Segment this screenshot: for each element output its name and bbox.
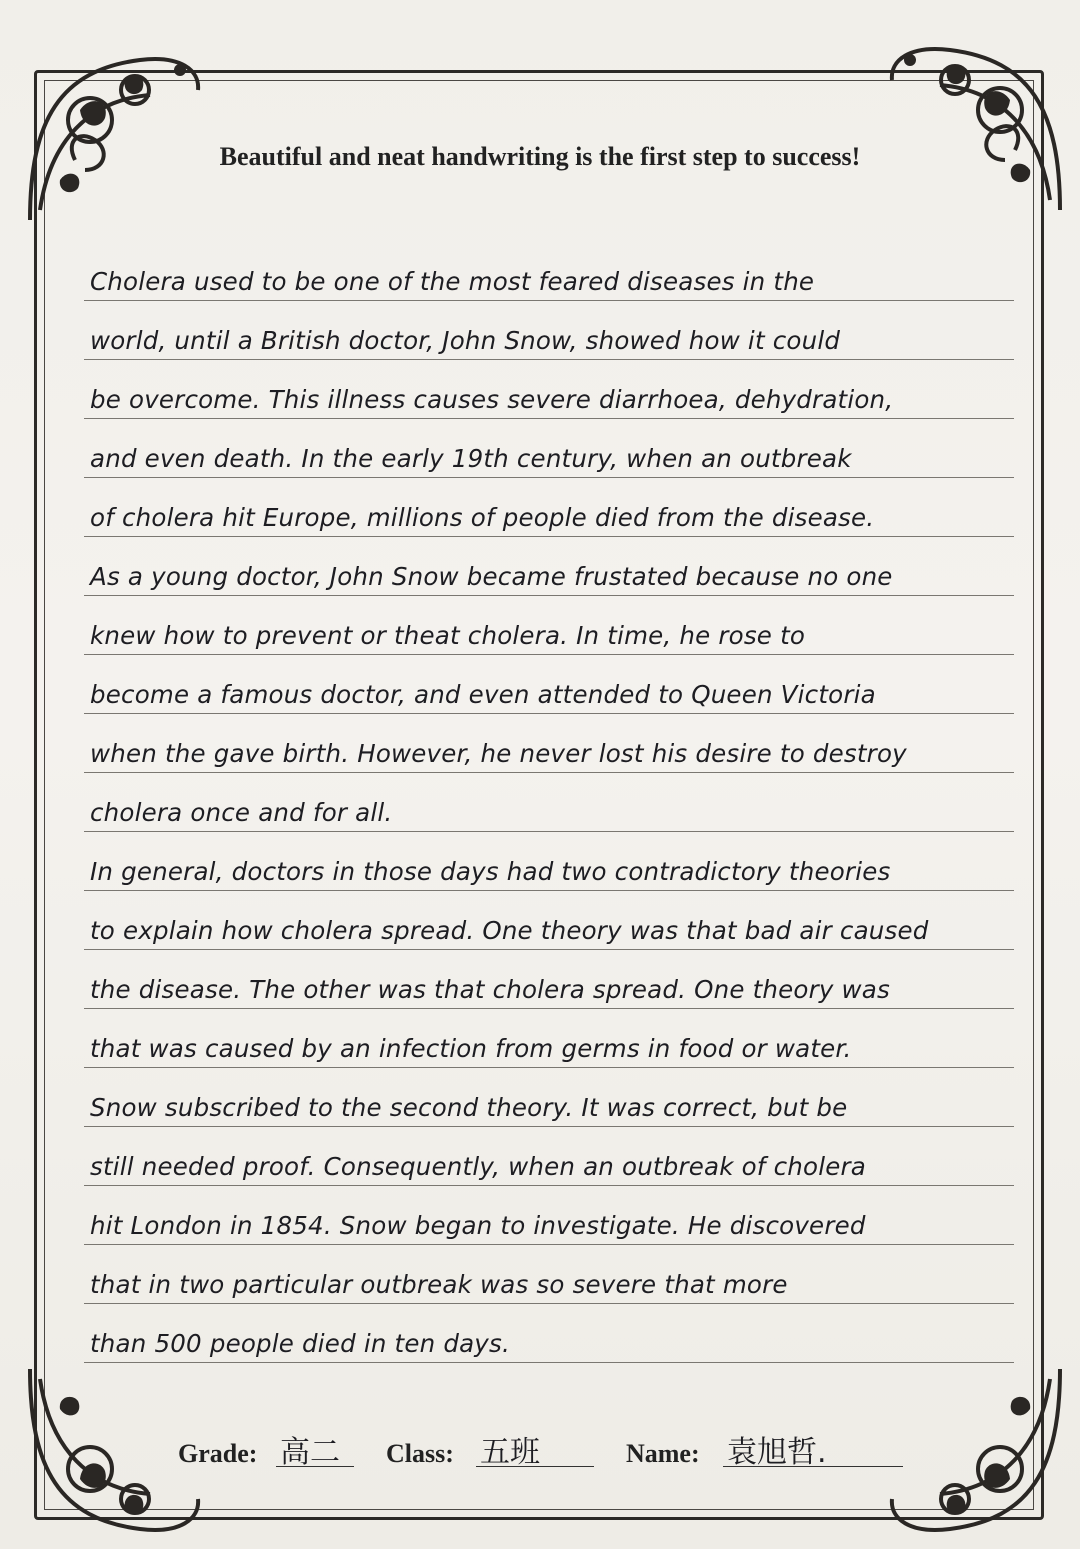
- name-value: 袁旭哲.: [723, 1427, 903, 1467]
- page-motto: Beautiful and neat handwriting is the first step to success!: [219, 142, 861, 171]
- student-info-footer: [178, 1415, 938, 1475]
- grade-value: 高二: [276, 1427, 354, 1467]
- ornament-corner-top-right: [880, 30, 1070, 220]
- name-label: Name:: [626, 1439, 700, 1468]
- text-line: and even death. In the early 19th century, when an outbreak: [84, 419, 1014, 478]
- grade-label: Grade:: [178, 1439, 258, 1468]
- text-line: Snow subscribed to the second theory. It was correct, but be: [84, 1068, 1014, 1127]
- handwritten-passage: [84, 242, 1014, 1363]
- text-line: Cholera used to be one of the most feared diseases in the: [84, 242, 1014, 301]
- text-line: still needed proof. Consequently, when an outbreak of cholera: [84, 1127, 1014, 1186]
- text-line: be overcome. This illness causes severe diarrhoea, dehydration,: [84, 360, 1014, 419]
- class-label: Class:: [386, 1439, 454, 1468]
- text-line: than 500 people died in ten days.: [84, 1304, 1014, 1363]
- text-line: when the gave birth. However, he never lost his desire to destroy: [84, 714, 1014, 773]
- ornament-corner-top-left: [20, 40, 210, 230]
- text-line: world, until a British doctor, John Snow, showed how it could: [84, 301, 1014, 360]
- text-line: that was caused by an infection from germs in food or water.: [84, 1009, 1014, 1068]
- text-line: the disease. The other was that cholera spread. One theory was: [84, 950, 1014, 1009]
- class-value: 五班: [476, 1427, 594, 1467]
- text-line: In general, doctors in those days had two contradictory theories: [84, 832, 1014, 891]
- text-line: that in two particular outbreak was so severe that more: [84, 1245, 1014, 1304]
- text-line: cholera once and for all.: [84, 773, 1014, 832]
- text-line: knew how to prevent or theat cholera. In time, he rose to: [84, 596, 1014, 655]
- text-line: become a famous doctor, and even attended to Queen Victoria: [84, 655, 1014, 714]
- text-line: hit London in 1854. Snow began to investigate. He discovered: [84, 1186, 1014, 1245]
- text-line: As a young doctor, John Snow became frustated because no one: [84, 537, 1014, 596]
- text-line: of cholera hit Europe, millions of people died from the disease.: [84, 478, 1014, 537]
- text-line: to explain how cholera spread. One theory was that bad air caused: [84, 891, 1014, 950]
